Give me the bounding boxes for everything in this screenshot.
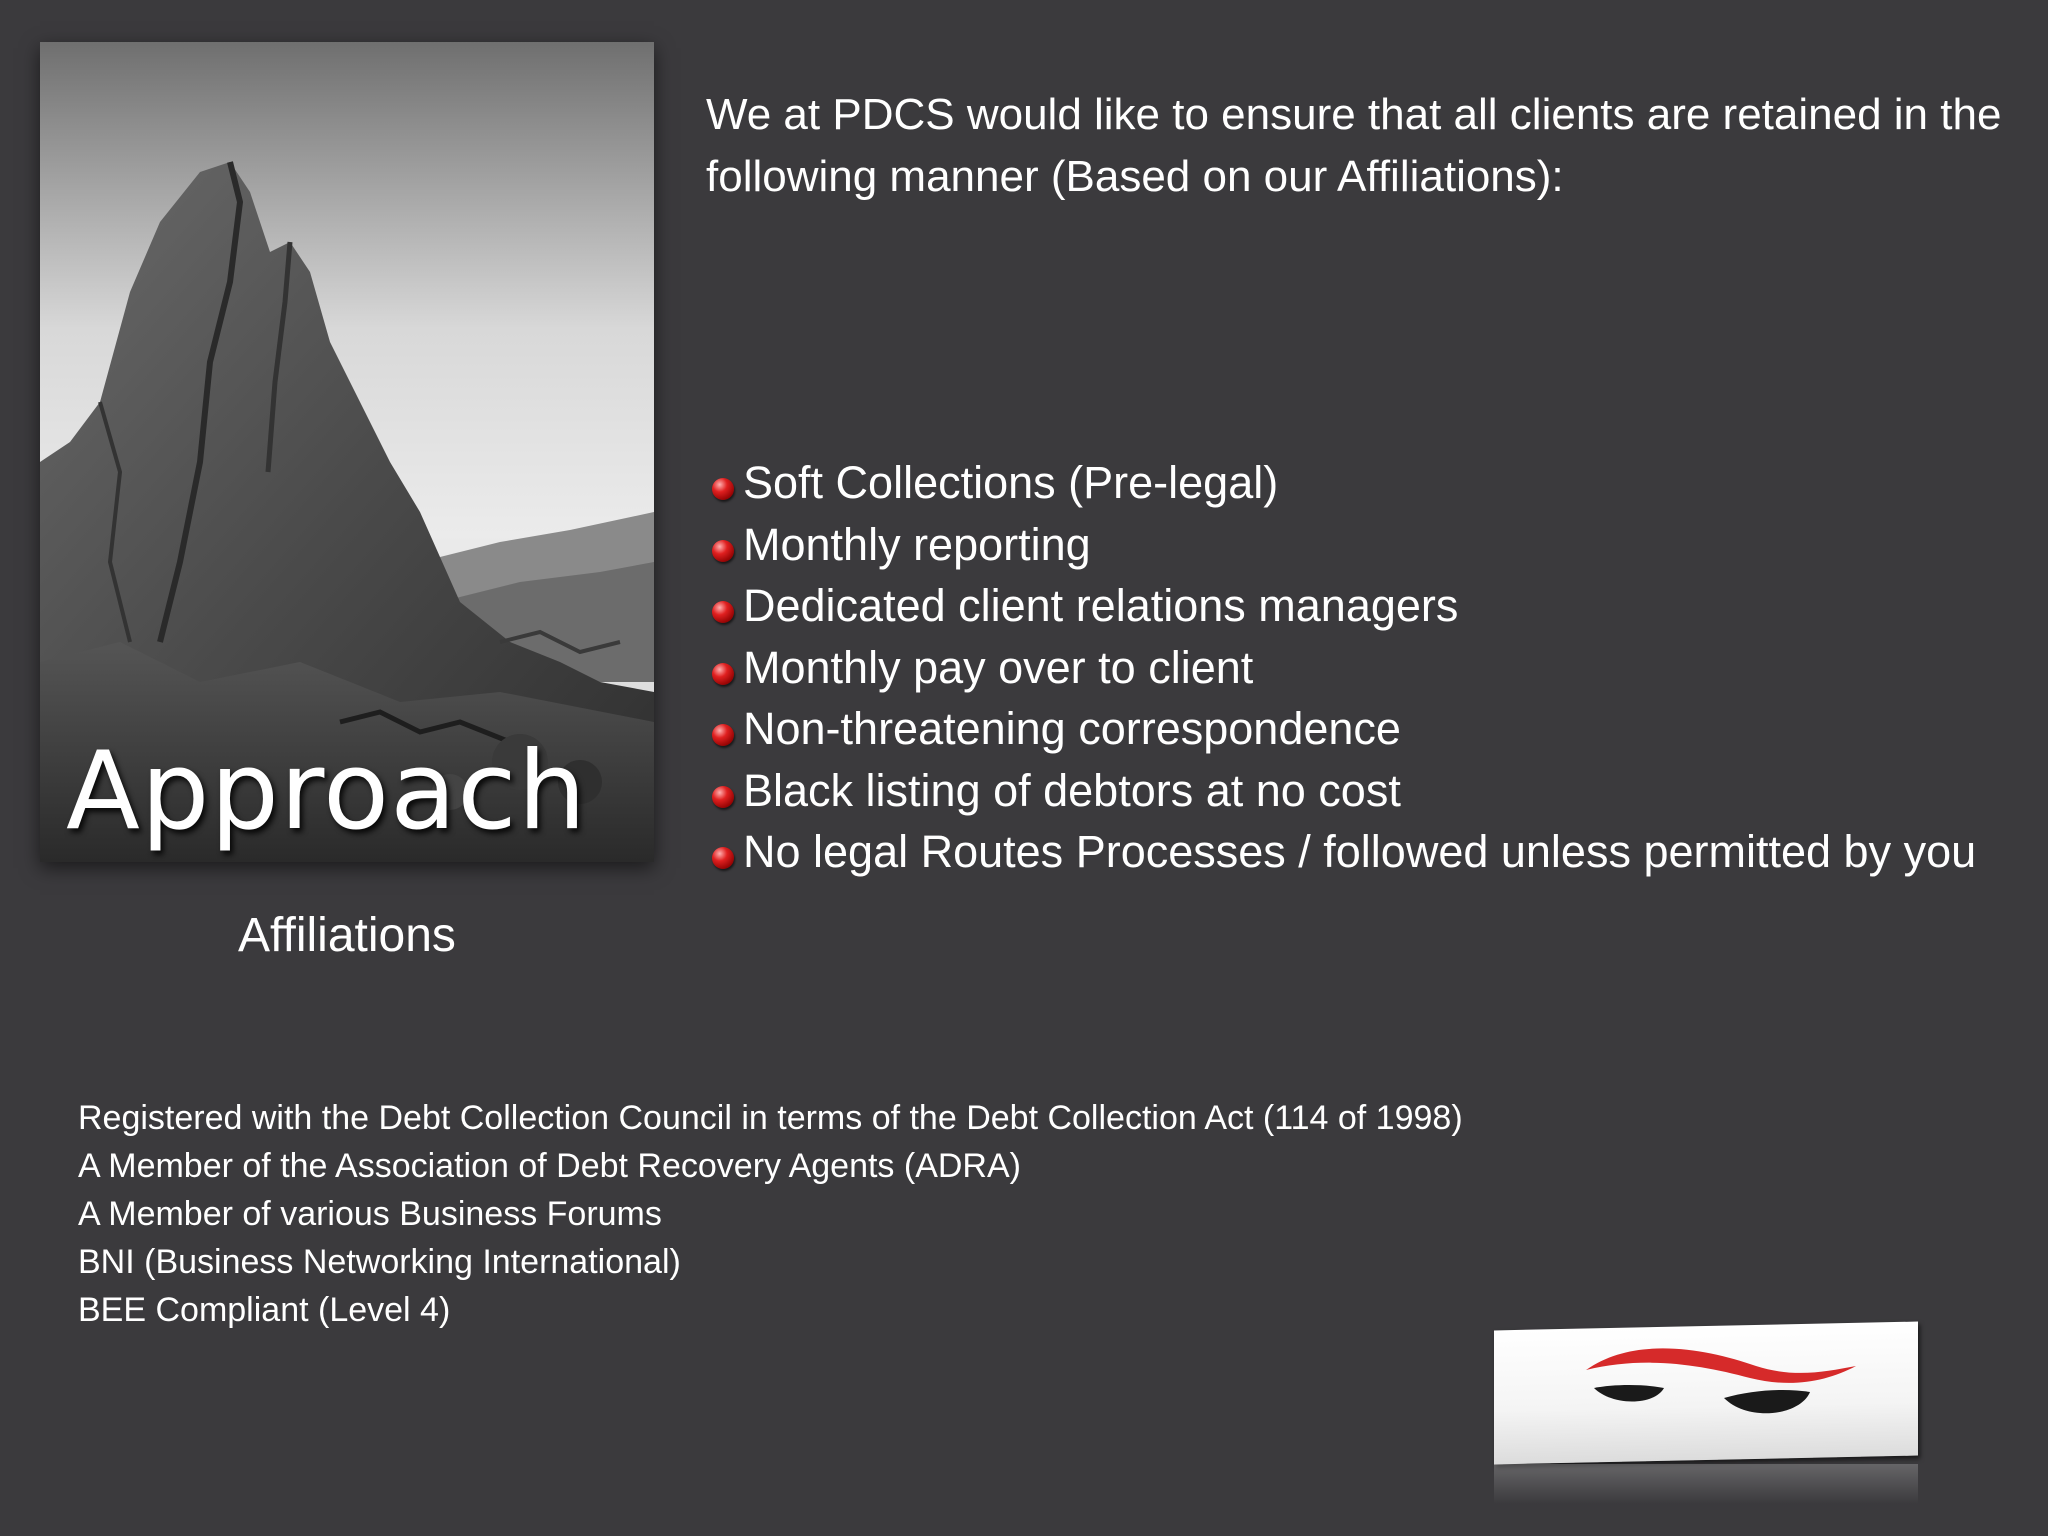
red-sphere-bullet-icon: [712, 478, 734, 500]
approach-title: Approach: [66, 729, 588, 854]
logo-reflection: [1494, 1464, 1918, 1504]
list-item: [706, 821, 1976, 883]
bullet-text: Monthly reporting: [743, 518, 1091, 570]
red-sphere-bullet-icon: [712, 847, 734, 869]
affiliation-item: BNI (Business Networking International): [78, 1243, 681, 1281]
red-sphere-bullet-icon: [712, 601, 734, 623]
pdcs-logo: [1494, 1326, 1918, 1460]
red-sphere-bullet-icon: [712, 786, 734, 808]
red-sphere-bullet-icon: [712, 540, 734, 562]
bullet-text: Soft Collections (Pre-legal): [743, 457, 1279, 508]
list-item: [706, 575, 1976, 637]
list-item: [706, 698, 1976, 760]
red-sphere-bullet-icon: [712, 724, 734, 746]
list-item: [706, 637, 1976, 699]
bullet-text: Non-threatening correspondence: [743, 703, 1401, 754]
list-item: [706, 514, 1976, 576]
affiliations-heading: Affiliations: [238, 909, 456, 962]
bullet-text: Monthly pay over to client: [743, 641, 1254, 693]
red-sphere-bullet-icon: [712, 663, 734, 685]
affiliation-item: A Member of various Business Forums: [78, 1195, 662, 1233]
affiliation-item: A Member of the Association of Debt Recovery Agents (ADRA): [78, 1147, 1021, 1185]
affiliations-list: [78, 1094, 1463, 1334]
logo-mark-icon: [1494, 1326, 1918, 1460]
list-item: [706, 760, 1976, 822]
list-item: [706, 452, 1976, 514]
service-bullet-list: [706, 452, 1976, 883]
bullet-text: Black listing of debtors at no cost: [743, 764, 1401, 816]
bullet-text: No legal Routes Processes / followed unless permitted by you: [743, 826, 1977, 877]
affiliation-item: BEE Compliant (Level 4): [78, 1291, 451, 1329]
intro-paragraph: We at PDCS would like to ensure that all clients are retained in the following manner (Based on our Affiliations):: [706, 90, 2002, 201]
affiliation-item: Registered with the Debt Collection Council in terms of the Debt Collection Act (114 of 1998): [78, 1099, 1463, 1137]
bullet-text: Dedicated client relations managers: [743, 580, 1459, 631]
